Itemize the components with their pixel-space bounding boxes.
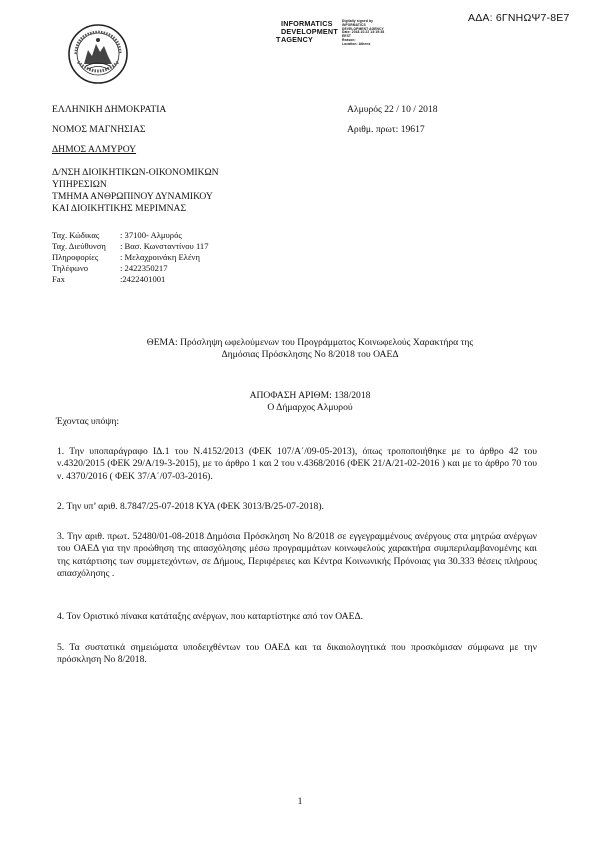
subject-line-1: ΘΕΜΑ: Πρόσληψη ωφελούμενων του Προγράμματος Κοινωφελούς Χαρακτήρα της	[146, 337, 474, 348]
department-line-1: Δ/ΝΣΗ ΔΙΟΙΚΗΤΙΚΩΝ-ΟΙΚΟΝΟΜΙΚΩΝ	[52, 167, 219, 178]
item-number: 5.	[57, 642, 65, 653]
digital-signature-text	[342, 20, 394, 47]
protocol-number: Αριθμ. πρωτ: 19617	[347, 124, 425, 135]
item-3	[57, 531, 537, 580]
department-block	[52, 167, 219, 215]
contact-value: : 2422350217	[120, 263, 168, 273]
item-number: 1.	[57, 446, 65, 457]
contact-info	[52, 230, 282, 285]
subject-block	[40, 337, 580, 361]
signature-line-7: Location: Athens	[342, 41, 371, 46]
document-date: Αλμυρός 22 / 10 / 2018	[347, 104, 438, 115]
item-1	[57, 446, 537, 483]
item-number: 4.	[57, 611, 65, 622]
contact-row-information	[52, 252, 282, 263]
contact-row-postal-code	[52, 230, 282, 241]
contact-label: Ταχ. Κώδικας	[52, 230, 100, 240]
department-line-2: ΥΠΗΡΕΣΙΩΝ	[52, 179, 107, 190]
decision-heading	[40, 390, 580, 414]
contact-row-phone	[52, 263, 282, 274]
signature-line-4: Date: 2018.10.22 13:19:38	[342, 30, 385, 35]
item-text: Τα συστατικά σημειώματα υποδειχθέντων του ΟΑΕΔ και τα δικαιολογητικά που προσκόμισαν σύμφωνα με την πρόσκληση Νο 8/2018.	[57, 642, 537, 666]
contact-value: :2422401001	[120, 274, 166, 284]
ida-logo-line-3: AGENCY	[281, 35, 313, 44]
decision-author: Ο Δήμαρχος Αλμυρού	[267, 402, 353, 413]
municipality-seal-emblem	[66, 22, 130, 86]
signature-line-1: Digitally signed by	[342, 19, 374, 23]
contact-label: Πληροφορίες	[52, 252, 99, 262]
subject-line-2: Δημόσιας Πρόσκλησης Νο 8/2018 του ΟΑΕΔ	[221, 349, 399, 360]
ida-logo-line-1: INFORMATICS	[281, 19, 333, 28]
item-number: 3.	[57, 531, 65, 542]
item-2	[57, 501, 537, 513]
header-left-line-2: ΝΟΜΟΣ ΜΑΓΝΗΣΙΑΣ	[52, 124, 146, 135]
signature-line-3: DEVELOPMENT AGENCY	[342, 26, 384, 31]
signature-line-2: INFORMATICS	[342, 22, 366, 27]
contact-label: Τηλέφωνο	[52, 263, 88, 273]
signature-line-5: EEST	[342, 34, 352, 39]
signature-line-6: Reason:	[342, 37, 356, 42]
item-text: Την υπ’ αριθ. 8.7847/25-07-2018 ΚΥΑ (ΦΕΚ 3013/Β/25-07-2018).	[66, 501, 324, 512]
item-number: 2.	[57, 501, 65, 512]
contact-row-fax	[52, 274, 282, 285]
decision-title: ΑΠΟΦΑΣΗ ΑΡΙΘΜ: 138/2018	[249, 390, 371, 401]
contact-label: Fax	[52, 274, 65, 284]
department-line-3: ΤΜΗΜΑ ΑΝΘΡΩΠΙΝΟΥ ΔΥΝΑΜΙΚΟΥ	[52, 191, 213, 202]
header-left-line-1: ΕΛΛΗΝΙΚΗ ΔΗΜΟΚΡΑΤΙΑ	[52, 104, 167, 115]
department-line-4: ΚΑΙ ΔΙΟΙΚΗΤΙΚΗΣ ΜΕΡΙΜΝΑΣ	[52, 203, 187, 214]
item-text: Τον Οριστικό πίνακα κατάταξης ανέργων, που καταρτίστηκε από τον ΟΑΕΔ.	[66, 611, 364, 622]
item-text: Την υποπαράγραφο ΙΔ.1 του Ν.4152/2013 (ΦΕΚ 107/Α΄/09-05-2013), όπως τροποποιήθηκε με το άρθρο 42 του ν.4320/2015 (ΦΕΚ 29/Α/19-3-2015), με το άρθρο 1 και 2 του ν.4368/2016 (ΦΕΚ 21/Α/21-02-2016 ) και με το άρθρο 70 του ν. 4370/2016 ( ΦΕΚ 37/Α΄/07-03-2016).	[57, 446, 537, 482]
item-text: Την αριθ. πρωτ. 52480/01-08-2018 Δημόσια Πρόσκληση Νο 8/2018 σε εγγεγραμμένους ανέργους στα μητρώα ανέργων του ΟΑΕΔ για την προώθηση της απασχόλησης μέσω προγραμμάτων κοινωφελούς χαρακτήρα συμπεριλαμβανομένης και της κατάρτισης των συμμετεχόντων, σε Δήμους, Περιφέρειες και Κέντρα Κοινωνικής Πρόνοιας για 30.333 θέσεις πλήρους απασχόλησης .	[57, 531, 537, 579]
contact-value: : Μελαχροινάκη Ελένη	[120, 252, 200, 262]
item-5	[57, 642, 537, 667]
ida-logo-line-2: DEVELOPMENT	[281, 27, 338, 36]
considering-label: Έχοντας υπόψη:	[56, 416, 119, 427]
ida-logo-prefix: T	[276, 35, 281, 44]
ada-code: ΑΔΑ: 6ΓΝΗΩΨ7-8Ε7	[468, 12, 570, 24]
contact-label: Ταχ. Διεύθυνση	[52, 241, 106, 251]
contact-value: : Βασ. Κωνσταντίνου 117	[120, 241, 209, 251]
contact-row-address	[52, 241, 282, 252]
contact-value: : 37100- Αλμυρός	[120, 230, 182, 240]
page-number: 1	[297, 796, 303, 807]
item-4	[57, 611, 537, 623]
header-left-line-3: ΔΗΜΟΣ ΑΛΜΥΡΟΥ	[52, 144, 137, 155]
